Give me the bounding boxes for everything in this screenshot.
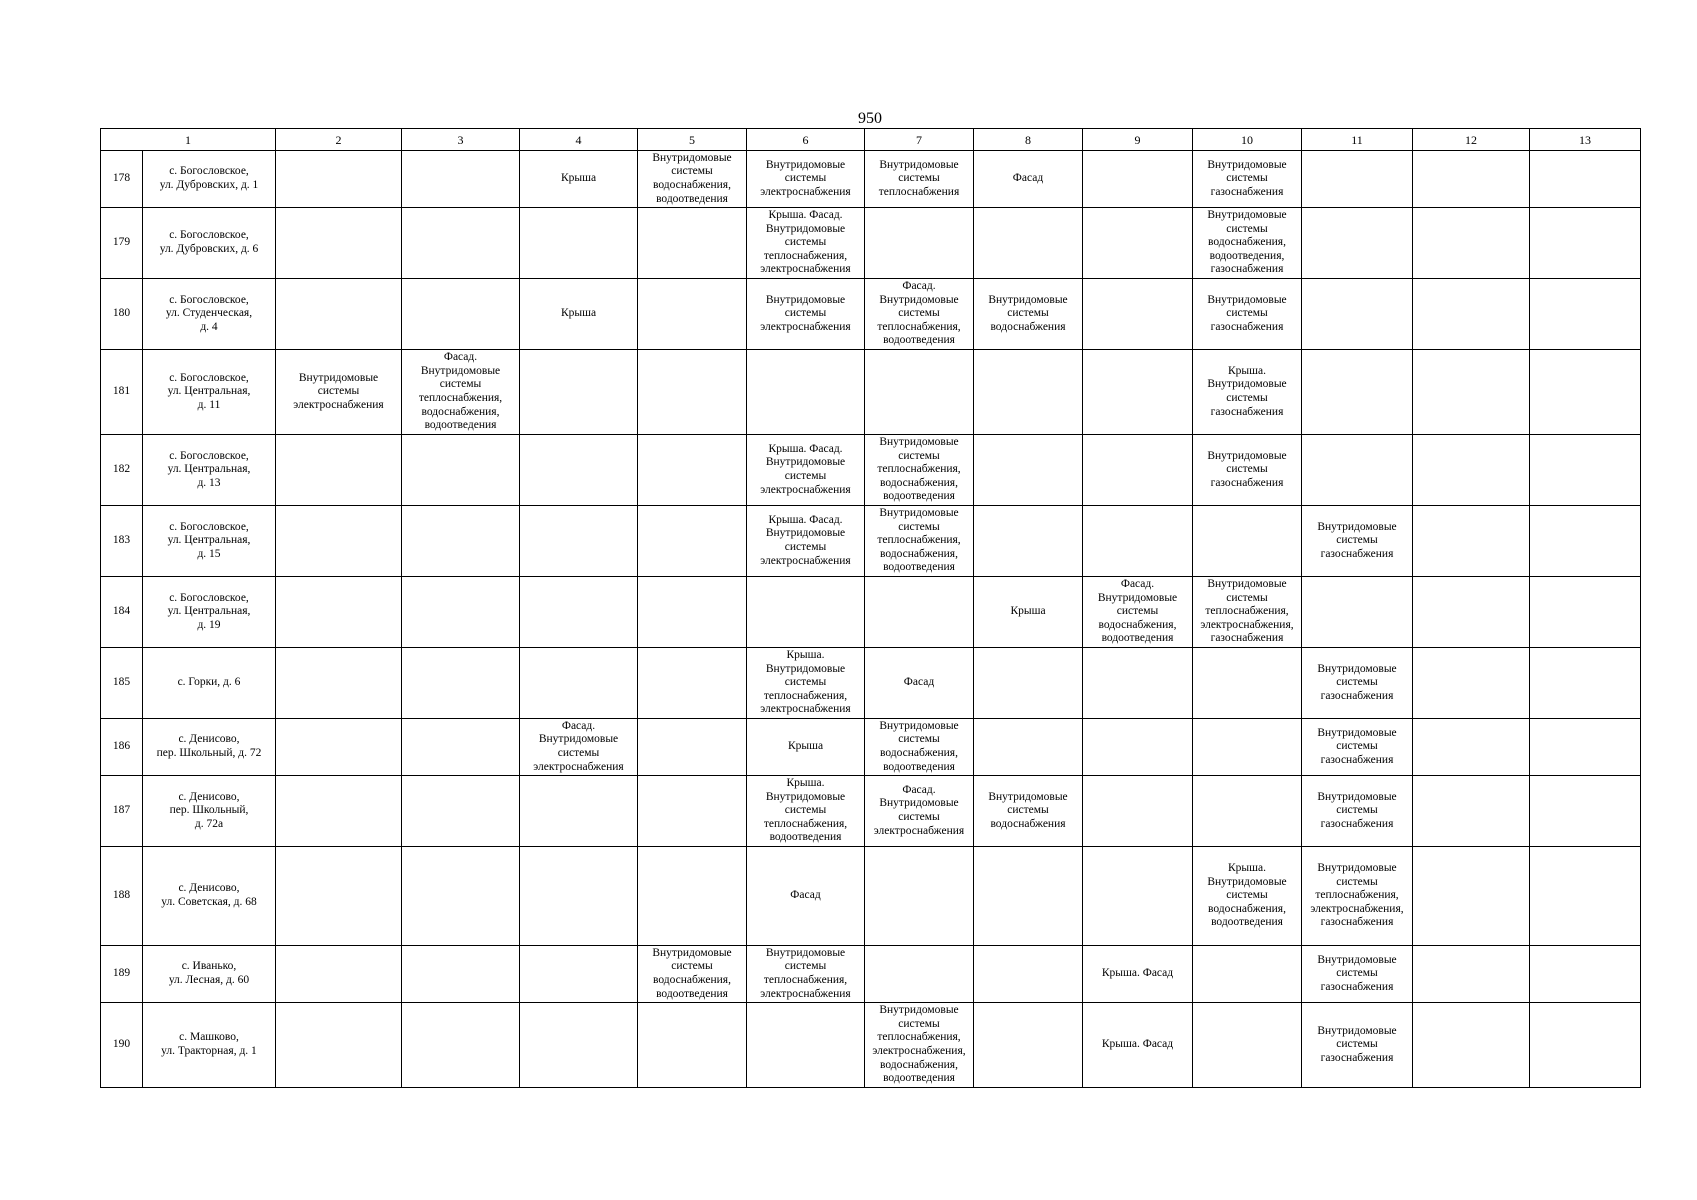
row-number: 185 — [101, 648, 143, 719]
work-cell-col-2 — [276, 279, 402, 350]
work-cell-col-6: Внутридомовые системы теплоснабжения, электроснабжения — [747, 946, 865, 1003]
work-cell-col-12 — [1413, 208, 1530, 279]
work-cell-col-13 — [1530, 946, 1641, 1003]
work-cell-col-5: Внутридомовые системы водоснабжения, водоотведения — [638, 946, 747, 1003]
work-cell-col-12 — [1413, 1003, 1530, 1088]
work-cell-col-11 — [1302, 350, 1413, 435]
work-cell-col-8: Внутридомовые системы водоснабжения — [974, 776, 1083, 847]
row-number: 184 — [101, 577, 143, 648]
work-cell-col-3 — [402, 847, 520, 946]
work-cell-col-8: Фасад — [974, 151, 1083, 208]
work-cell-col-2 — [276, 946, 402, 1003]
address-cell: с. Иванько, ул. Лесная, д. 60 — [143, 946, 276, 1003]
work-cell-col-7 — [865, 577, 974, 648]
work-cell-col-12 — [1413, 946, 1530, 1003]
work-cell-col-3 — [402, 946, 520, 1003]
page-number: 950 — [858, 110, 882, 127]
row-number: 182 — [101, 435, 143, 506]
work-cell-col-2 — [276, 208, 402, 279]
work-cell-col-4 — [520, 776, 638, 847]
work-cell-col-3 — [402, 719, 520, 776]
work-cell-col-8 — [974, 946, 1083, 1003]
row-number: 189 — [101, 946, 143, 1003]
work-cell-col-9: Фасад. Внутридомовые системы водоснабжения, водоотведения — [1083, 577, 1193, 648]
work-cell-col-4 — [520, 1003, 638, 1088]
work-cell-col-10 — [1193, 946, 1302, 1003]
work-cell-col-5 — [638, 719, 747, 776]
work-cell-col-8 — [974, 435, 1083, 506]
work-cell-col-11 — [1302, 577, 1413, 648]
work-cell-col-10: Внутридомовые системы теплоснабжения, электроснабжения, газоснабжения — [1193, 577, 1302, 648]
work-cell-col-7 — [865, 847, 974, 946]
work-cell-col-10: Внутридомовые системы газоснабжения — [1193, 435, 1302, 506]
work-cell-col-11: Внутридомовые системы газоснабжения — [1302, 1003, 1413, 1088]
column-header: 6 — [747, 129, 865, 151]
work-cell-col-6: Крыша. Фасад. Внутридомовые системы электроснабжения — [747, 506, 865, 577]
work-cell-col-13 — [1530, 279, 1641, 350]
work-cell-col-13 — [1530, 577, 1641, 648]
address-cell: с. Богословское, ул. Центральная, д. 19 — [143, 577, 276, 648]
table-row — [101, 648, 1641, 719]
work-cell-col-11: Внутридомовые системы теплоснабжения, электроснабжения, газоснабжения — [1302, 847, 1413, 946]
work-cell-col-5 — [638, 776, 747, 847]
column-header: 11 — [1302, 129, 1413, 151]
work-cell-col-5 — [638, 577, 747, 648]
work-cell-col-10: Крыша. Внутридомовые системы газоснабжения — [1193, 350, 1302, 435]
work-cell-col-4 — [520, 208, 638, 279]
table-row — [101, 208, 1641, 279]
work-cell-col-9 — [1083, 151, 1193, 208]
table-row — [101, 151, 1641, 208]
work-cell-col-13 — [1530, 648, 1641, 719]
column-header: 8 — [974, 129, 1083, 151]
work-cell-col-13 — [1530, 208, 1641, 279]
work-cell-col-4: Крыша — [520, 279, 638, 350]
work-cell-col-9 — [1083, 506, 1193, 577]
work-cell-col-9 — [1083, 208, 1193, 279]
work-cell-col-12 — [1413, 776, 1530, 847]
table-header-row — [101, 129, 1641, 151]
work-cell-col-5: Внутридомовые системы водоснабжения, водоотведения — [638, 151, 747, 208]
work-cell-col-4 — [520, 350, 638, 435]
work-cell-col-12 — [1413, 279, 1530, 350]
work-cell-col-7: Внутридомовые системы теплоснабжения — [865, 151, 974, 208]
work-cell-col-13 — [1530, 776, 1641, 847]
work-cell-col-13 — [1530, 847, 1641, 946]
work-cell-col-5 — [638, 847, 747, 946]
column-header: 1 — [101, 129, 276, 151]
work-cell-col-3 — [402, 208, 520, 279]
work-cell-col-10: Внутридомовые системы водоснабжения, водоотведения, газоснабжения — [1193, 208, 1302, 279]
work-cell-col-5 — [638, 435, 747, 506]
work-cell-col-3 — [402, 1003, 520, 1088]
work-cell-col-4 — [520, 435, 638, 506]
column-header: 4 — [520, 129, 638, 151]
work-cell-col-8 — [974, 350, 1083, 435]
work-cell-col-12 — [1413, 350, 1530, 435]
work-cell-col-11 — [1302, 151, 1413, 208]
work-cell-col-7: Фасад. Внутридомовые системы электроснабжения — [865, 776, 974, 847]
work-cell-col-3 — [402, 577, 520, 648]
work-cell-col-7: Внутридомовые системы теплоснабжения, электроснабжения, водоснабжения, водоотведения — [865, 1003, 974, 1088]
work-cell-col-6: Крыша. Внутридомовые системы теплоснабжения, водоотведения — [747, 776, 865, 847]
work-cell-col-5 — [638, 1003, 747, 1088]
work-cell-col-9: Крыша. Фасад — [1083, 946, 1193, 1003]
work-cell-col-7: Внутридомовые системы теплоснабжения, водоснабжения, водоотведения — [865, 435, 974, 506]
row-number: 190 — [101, 1003, 143, 1088]
work-cell-col-3 — [402, 435, 520, 506]
repair-schedule-table — [100, 128, 1641, 1088]
work-cell-col-12 — [1413, 719, 1530, 776]
work-cell-col-4: Крыша — [520, 151, 638, 208]
address-cell: с. Богословское, ул. Студенческая, д. 4 — [143, 279, 276, 350]
table-row — [101, 577, 1641, 648]
work-cell-col-10: Внутридомовые системы газоснабжения — [1193, 151, 1302, 208]
work-cell-col-9 — [1083, 776, 1193, 847]
address-cell: с. Машково, ул. Тракторная, д. 1 — [143, 1003, 276, 1088]
work-cell-col-12 — [1413, 506, 1530, 577]
work-cell-col-6 — [747, 577, 865, 648]
work-cell-col-9 — [1083, 847, 1193, 946]
table-row — [101, 1003, 1641, 1088]
row-number: 188 — [101, 847, 143, 946]
work-cell-col-7 — [865, 946, 974, 1003]
work-cell-col-5 — [638, 208, 747, 279]
work-cell-col-13 — [1530, 151, 1641, 208]
work-cell-col-11 — [1302, 435, 1413, 506]
work-cell-col-6: Крыша. Фасад. Внутридомовые системы теплоснабжения, электроснабжения — [747, 208, 865, 279]
address-cell: с. Богословское, ул. Дубровских, д. 1 — [143, 151, 276, 208]
work-cell-col-11: Внутридомовые системы газоснабжения — [1302, 719, 1413, 776]
work-cell-col-5 — [638, 648, 747, 719]
work-cell-col-6: Фасад — [747, 847, 865, 946]
work-cell-col-6: Крыша. Фасад. Внутридомовые системы электроснабжения — [747, 435, 865, 506]
work-cell-col-3: Фасад. Внутридомовые системы теплоснабжения, водоснабжения, водоотведения — [402, 350, 520, 435]
work-cell-col-6 — [747, 350, 865, 435]
work-cell-col-11 — [1302, 208, 1413, 279]
address-cell: с. Денисово, пер. Школьный, д. 72а — [143, 776, 276, 847]
work-cell-col-2 — [276, 847, 402, 946]
work-cell-col-7: Фасад. Внутридомовые системы теплоснабжения, водоотведения — [865, 279, 974, 350]
row-number: 180 — [101, 279, 143, 350]
address-cell: с. Горки, д. 6 — [143, 648, 276, 719]
table-row — [101, 776, 1641, 847]
address-cell: с. Денисово, ул. Советская, д. 68 — [143, 847, 276, 946]
work-cell-col-9: Крыша. Фасад — [1083, 1003, 1193, 1088]
work-cell-col-8 — [974, 847, 1083, 946]
work-cell-col-2 — [276, 577, 402, 648]
work-cell-col-3 — [402, 151, 520, 208]
work-cell-col-7 — [865, 350, 974, 435]
work-cell-col-2 — [276, 1003, 402, 1088]
work-cell-col-8 — [974, 208, 1083, 279]
work-cell-col-2 — [276, 506, 402, 577]
work-cell-col-10 — [1193, 648, 1302, 719]
work-cell-col-6: Крыша. Внутридомовые системы теплоснабжения, электроснабжения — [747, 648, 865, 719]
work-cell-col-11: Внутридомовые системы газоснабжения — [1302, 648, 1413, 719]
work-cell-col-10 — [1193, 506, 1302, 577]
work-cell-col-2 — [276, 648, 402, 719]
work-cell-col-9 — [1083, 279, 1193, 350]
table-row — [101, 847, 1641, 946]
work-cell-col-11: Внутридомовые системы газоснабжения — [1302, 776, 1413, 847]
table-row — [101, 719, 1641, 776]
work-cell-col-4 — [520, 946, 638, 1003]
work-cell-col-3 — [402, 506, 520, 577]
address-cell: с. Богословское, ул. Центральная, д. 15 — [143, 506, 276, 577]
address-cell: с. Богословское, ул. Центральная, д. 11 — [143, 350, 276, 435]
work-cell-col-13 — [1530, 719, 1641, 776]
row-number: 178 — [101, 151, 143, 208]
work-cell-col-5 — [638, 279, 747, 350]
work-cell-col-3 — [402, 648, 520, 719]
work-cell-col-11: Внутридомовые системы газоснабжения — [1302, 506, 1413, 577]
work-cell-col-2 — [276, 151, 402, 208]
work-cell-col-10 — [1193, 719, 1302, 776]
work-cell-col-13 — [1530, 350, 1641, 435]
work-cell-col-7: Внутридомовые системы теплоснабжения, водоснабжения, водоотведения — [865, 506, 974, 577]
work-cell-col-4 — [520, 577, 638, 648]
column-header: 12 — [1413, 129, 1530, 151]
table-row — [101, 506, 1641, 577]
work-cell-col-8: Крыша — [974, 577, 1083, 648]
column-header: 7 — [865, 129, 974, 151]
work-cell-col-10: Внутридомовые системы газоснабжения — [1193, 279, 1302, 350]
work-cell-col-6: Внутридомовые системы электроснабжения — [747, 151, 865, 208]
work-cell-col-7: Внутридомовые системы водоснабжения, водоотведения — [865, 719, 974, 776]
work-cell-col-4 — [520, 648, 638, 719]
work-cell-col-11 — [1302, 279, 1413, 350]
work-cell-col-4 — [520, 506, 638, 577]
work-cell-col-5 — [638, 350, 747, 435]
work-cell-col-12 — [1413, 648, 1530, 719]
work-cell-col-10 — [1193, 1003, 1302, 1088]
work-cell-col-6: Внутридомовые системы электроснабжения — [747, 279, 865, 350]
column-header: 9 — [1083, 129, 1193, 151]
work-cell-col-2 — [276, 435, 402, 506]
column-header: 5 — [638, 129, 747, 151]
row-number: 179 — [101, 208, 143, 279]
work-cell-col-9 — [1083, 435, 1193, 506]
work-cell-col-12 — [1413, 847, 1530, 946]
work-cell-col-5 — [638, 506, 747, 577]
work-cell-col-8 — [974, 506, 1083, 577]
work-cell-col-9 — [1083, 719, 1193, 776]
work-cell-col-10 — [1193, 776, 1302, 847]
work-cell-col-12 — [1413, 435, 1530, 506]
work-cell-col-12 — [1413, 577, 1530, 648]
column-header: 3 — [402, 129, 520, 151]
table-row — [101, 279, 1641, 350]
work-cell-col-2: Внутридомовые системы электроснабжения — [276, 350, 402, 435]
address-cell: с. Денисово, пер. Школьный, д. 72 — [143, 719, 276, 776]
work-cell-col-9 — [1083, 648, 1193, 719]
column-header: 13 — [1530, 129, 1641, 151]
work-cell-col-2 — [276, 719, 402, 776]
row-number: 187 — [101, 776, 143, 847]
work-cell-col-2 — [276, 776, 402, 847]
work-cell-col-13 — [1530, 506, 1641, 577]
column-header: 2 — [276, 129, 402, 151]
work-cell-col-13 — [1530, 435, 1641, 506]
work-cell-col-10: Крыша. Внутридомовые системы водоснабжения, водоотведения — [1193, 847, 1302, 946]
work-cell-col-13 — [1530, 1003, 1641, 1088]
row-number: 181 — [101, 350, 143, 435]
work-cell-col-9 — [1083, 350, 1193, 435]
work-cell-col-8 — [974, 648, 1083, 719]
work-cell-col-7 — [865, 208, 974, 279]
table-row — [101, 350, 1641, 435]
work-cell-col-4 — [520, 847, 638, 946]
work-cell-col-8 — [974, 719, 1083, 776]
row-number: 183 — [101, 506, 143, 577]
work-cell-col-8 — [974, 1003, 1083, 1088]
address-cell: с. Богословское, ул. Центральная, д. 13 — [143, 435, 276, 506]
work-cell-col-8: Внутридомовые системы водоснабжения — [974, 279, 1083, 350]
work-cell-col-6 — [747, 1003, 865, 1088]
address-cell: с. Богословское, ул. Дубровских, д. 6 — [143, 208, 276, 279]
work-cell-col-3 — [402, 776, 520, 847]
work-cell-col-7: Фасад — [865, 648, 974, 719]
work-cell-col-11: Внутридомовые системы газоснабжения — [1302, 946, 1413, 1003]
work-cell-col-6: Крыша — [747, 719, 865, 776]
row-number: 186 — [101, 719, 143, 776]
column-header: 10 — [1193, 129, 1302, 151]
work-cell-col-3 — [402, 279, 520, 350]
work-cell-col-4: Фасад. Внутридомовые системы электроснабжения — [520, 719, 638, 776]
table-row — [101, 946, 1641, 1003]
table-row — [101, 435, 1641, 506]
work-cell-col-12 — [1413, 151, 1530, 208]
